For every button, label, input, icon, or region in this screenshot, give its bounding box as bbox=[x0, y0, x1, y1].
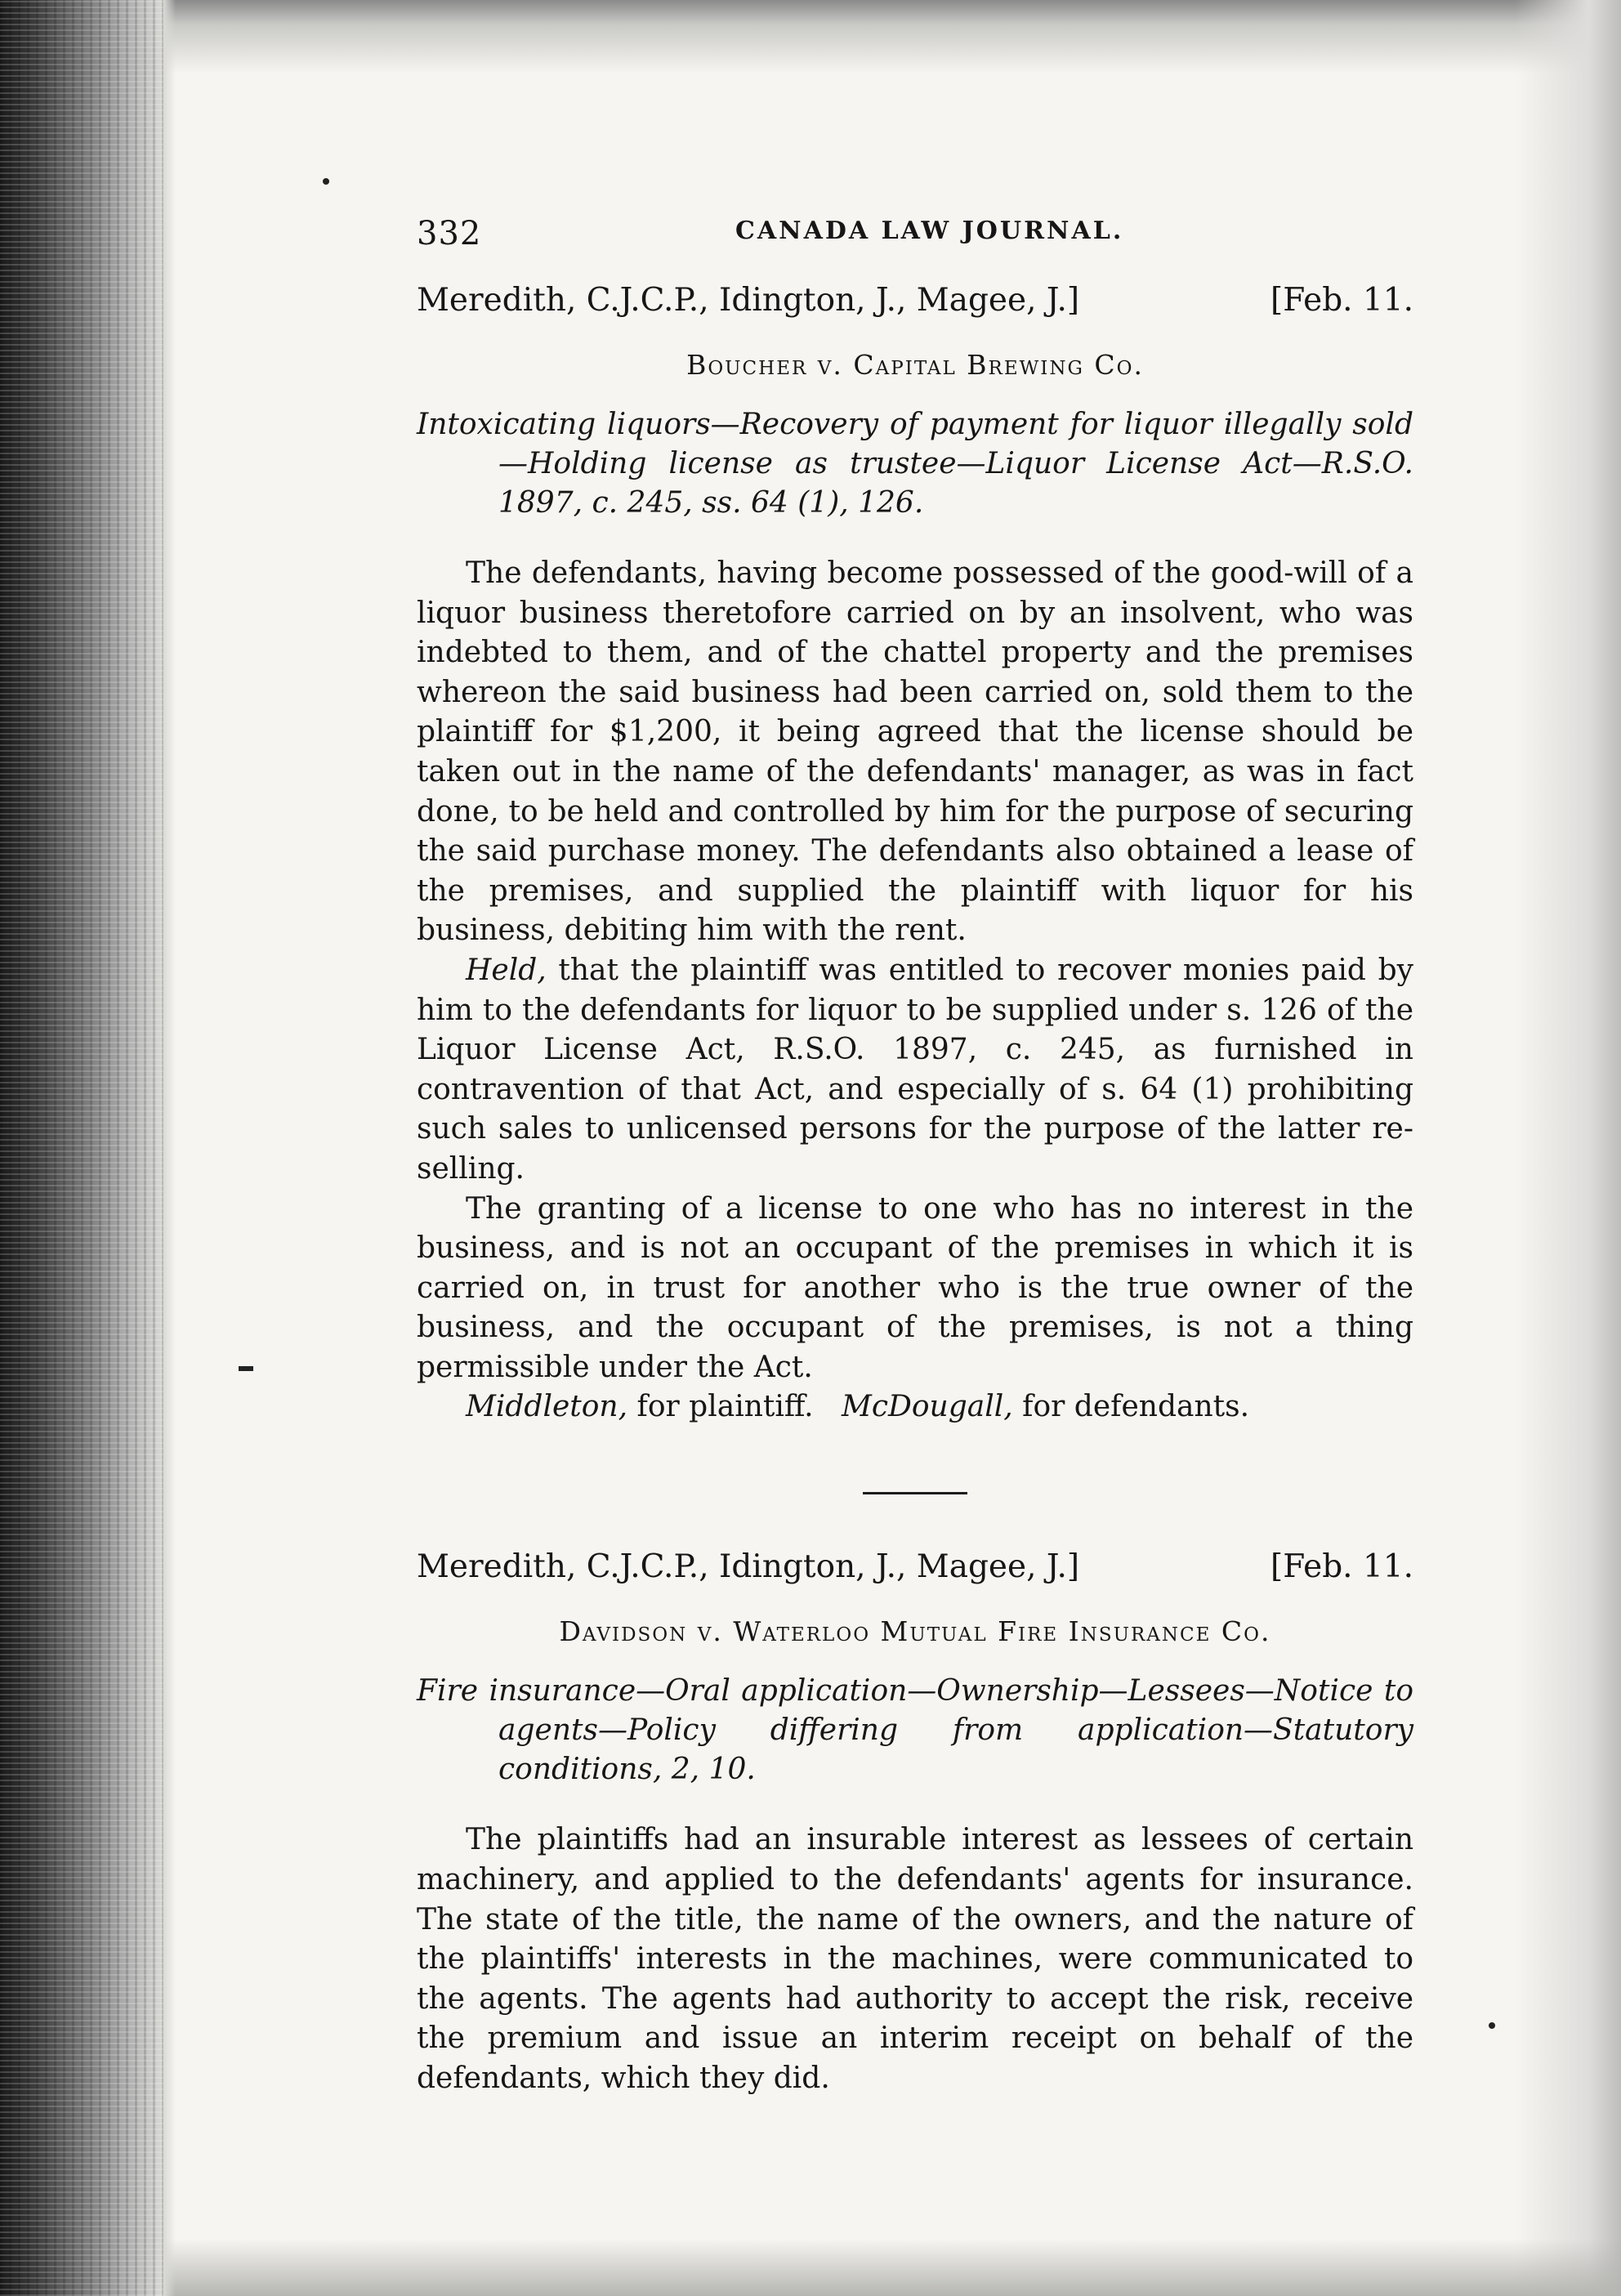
case1-judges: Meredith, C.J.C.P., Idington, J., Magee, J.] bbox=[417, 282, 1080, 319]
case1-date: [Feb. 11. bbox=[1270, 282, 1413, 319]
held-label: Held, bbox=[466, 953, 547, 987]
binding-texture bbox=[0, 0, 163, 2296]
section-divider bbox=[863, 1492, 967, 1494]
running-head bbox=[417, 208, 1413, 257]
case2-section bbox=[417, 1548, 1413, 2098]
counsel-plaintiff-name: Middleton, bbox=[466, 1390, 628, 1424]
margin-mark bbox=[239, 1366, 253, 1371]
case1-headnote: Intoxicating liquors—Recovery of payment for liquor illegally sold—Holding license as trustee—Liquor License Act—R.S.O. 1897, c. 245, ss. 64 (1), 126. bbox=[417, 408, 1413, 520]
case1-paragraph-facts: The defendants, having become possessed of the good-will of a liquor business theretofore carried on by an insolvent, who was indebted to them, and of the chattel property and the premises whereon the said business had been carried on, sold them to the plaintiff for $1,200, it being agreed that the license should be taken out in the name of the defendants' manager, as was in fact done, to be held and controlled by him for the purpose of securing the said purchase money. The defendants also obtained a lease of the premises, and supplied the plaintiff with liquor for his business, debiting him with the rent. bbox=[417, 556, 1413, 948]
counsel-defendant-role: for defendants. bbox=[1022, 1390, 1250, 1424]
page-content bbox=[417, 208, 1413, 2099]
case1-paragraph-license: The granting of a license to one who has no interest in the business, and is not an occupant of the premises in which it is carried on, in trust for another who is the true owner of the business, and the occupant of the premises, is not a thing permissible under the Act. bbox=[417, 1191, 1413, 1384]
case2-date: [Feb. 11. bbox=[1270, 1548, 1413, 1586]
page-number: 332 bbox=[417, 215, 482, 252]
case1-counsel bbox=[417, 1387, 1413, 1427]
page-right-edge-shadow bbox=[1515, 0, 1621, 2296]
held-text: that the plaintiff was entitled to recover monies paid by him to the defendants for liquor to be supplied under s. 126 of the Liquor License Act, R.S.O. 1897, c. 245, as furnished in contravention of that Act, and especially of s. 64 (1) prohibiting such sales to unlicensed persons for the purpose of the latter re-selling. bbox=[417, 953, 1413, 1186]
case2-headnote: Fire insurance—Oral application—Ownership—Lessees—Notice to agents—Policy differing from application—Statutory conditions, 2, 10. bbox=[417, 1674, 1413, 1787]
page-top-edge-shadow bbox=[0, 0, 1621, 74]
case2-judges: Meredith, C.J.C.P., Idington, J., Magee, J.] bbox=[417, 1548, 1080, 1586]
page-bottom-edge-shadow bbox=[0, 2239, 1621, 2296]
case2-paragraph-facts: The plaintiffs had an insurable interest as lessees of certain machinery, and applied to the defendants' agents for insurance. The state of the title, the name of the owners, and the nature of the plaintiffs' interests in the machines, were communicated to the agents. The agents had authority to accept the risk, receive the premium and issue an interim receipt on behalf of the defendants, which they did. bbox=[417, 1823, 1413, 2096]
scan-speck bbox=[323, 178, 329, 185]
scan-speck bbox=[1489, 2022, 1495, 2029]
case1-paragraph-held bbox=[417, 951, 1413, 1190]
case2-title: Davidson v. Waterloo Mutual Fire Insurance Co. bbox=[559, 1615, 1271, 1648]
case2-judges-line bbox=[417, 1548, 1413, 1591]
journal-title: CANADA LAW JOURNAL. bbox=[735, 217, 1124, 245]
case1-title: Boucher v. Capital Brewing Co. bbox=[686, 349, 1144, 381]
case1-judges-line bbox=[417, 282, 1413, 324]
counsel-defendant-name: McDougall, bbox=[841, 1390, 1013, 1424]
counsel-plaintiff-role: for plaintiff. bbox=[636, 1390, 814, 1424]
